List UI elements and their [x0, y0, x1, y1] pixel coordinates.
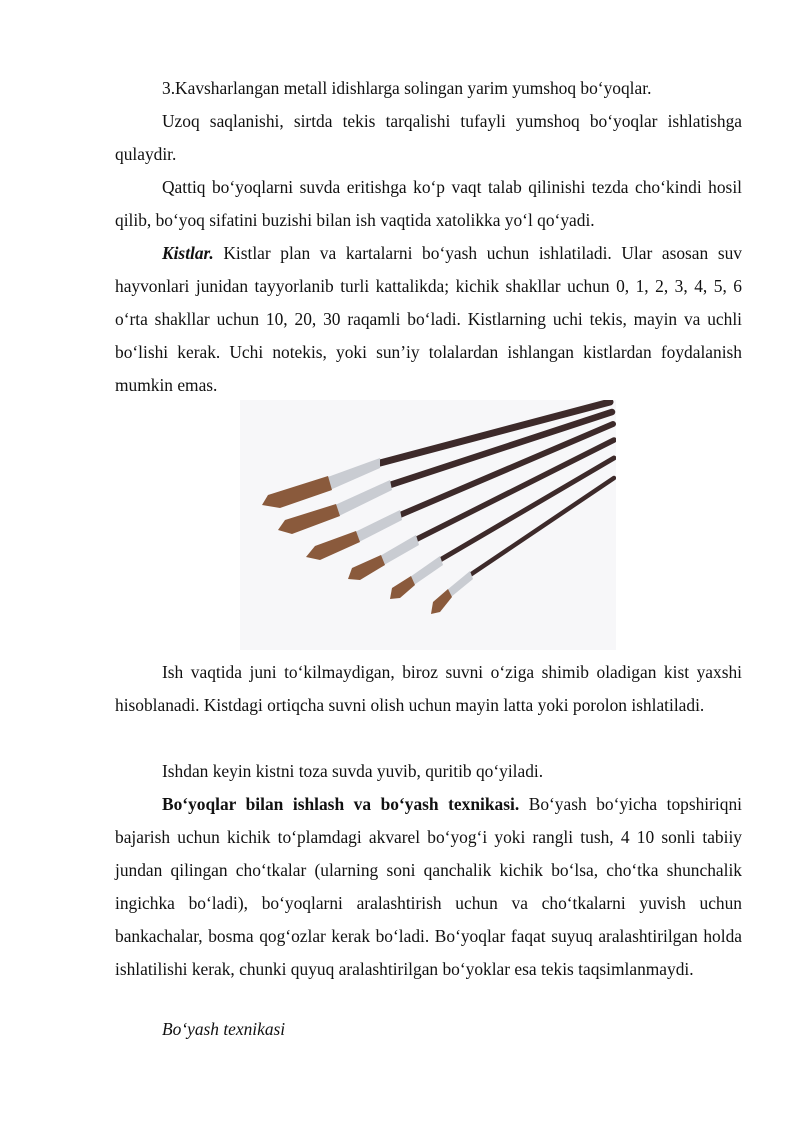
technique-text: Bo‘yash bo‘yicha topshiriqni bajarish uchun kichik to‘plamdagi akvarel bo‘yog‘i yoki rangli tush, 4 10 sonli tabiiy jundan qilingan cho‘tkalar (ularning soni qanchalik kichik bo‘lsa, cho‘tka shunchalik ingichka bo‘ladi), bo‘yoqlarni aralashtirish uchun va cho‘tkalarni yuvish uchun bankachalar, bosma qog‘ozlar kerak bo‘ladi. Bo‘yoqlar faqat suyuq aralashtirilgan holda ishlatilishi kerak, chunki quyuq aralashtirilgan bo‘yoklar esa tekis taqsimlanmaydi.: [115, 794, 742, 979]
brushes-photo: [240, 400, 616, 650]
paragraph-1: 3.Kavsharlangan metall idishlarga solingan yarim yumshoq bo‘yoqlar.: [162, 78, 652, 98]
section-heading-boyash: Bo‘yash texnikasi: [162, 1019, 286, 1039]
kistlar-term: Kistlar.: [162, 243, 214, 263]
kistlar-text: Kistlar plan va kartalarni bo‘yash uchun ishlatiladi. Ular asosan suv hayvonlari junidan tayyorlanib turli kattalikda; kichik shakllar uchun 0, 1, 2, 3, 4, 5, 6 o‘rta shakllar uchun 10, 20, 30 raqamli bo‘ladi. Kistlarning uchi tekis, mayin va uchli bo‘lishi kerak. Uchi notekis, yoki sun’iy tolalardan ishlangan kistlardan foydalanish mumkin emas.: [115, 243, 742, 395]
paragraph-kistlar: [115, 237, 742, 402]
paragraph-5: Ish vaqtida juni to‘kilmaydigan, biroz suvni o‘ziga shimib oladigan kist yaxshi hisoblanadi. Kistdagi ortiqcha suvni olish uchun mayin latta yoki porolon ishlatiladi.: [115, 662, 742, 715]
paragraph-6: Ishdan keyin kistni toza suvda yuvib, quritib qo‘yiladi.: [162, 761, 544, 781]
paragraph-3: Qattiq bo‘yoqlarni suvda eritishga ko‘p vaqt talab qilinishi tezda cho‘kindi hosil qilib, bo‘yoq sifatini buzishi bilan ish vaqtida xatolikka yo‘l qo‘yadi.: [115, 177, 742, 230]
paintbrushes-illustration: [240, 400, 616, 650]
paragraph-2: Uzoq saqlanishi, sirtda tekis tarqalishi tufayli yumshoq bo‘yoqlar ishlatishga qulaydir.: [115, 111, 742, 164]
technique-term: Bo‘yoqlar bilan ishlash va bo‘yash texnikasi.: [162, 794, 520, 814]
paragraph-technique: [115, 788, 742, 986]
